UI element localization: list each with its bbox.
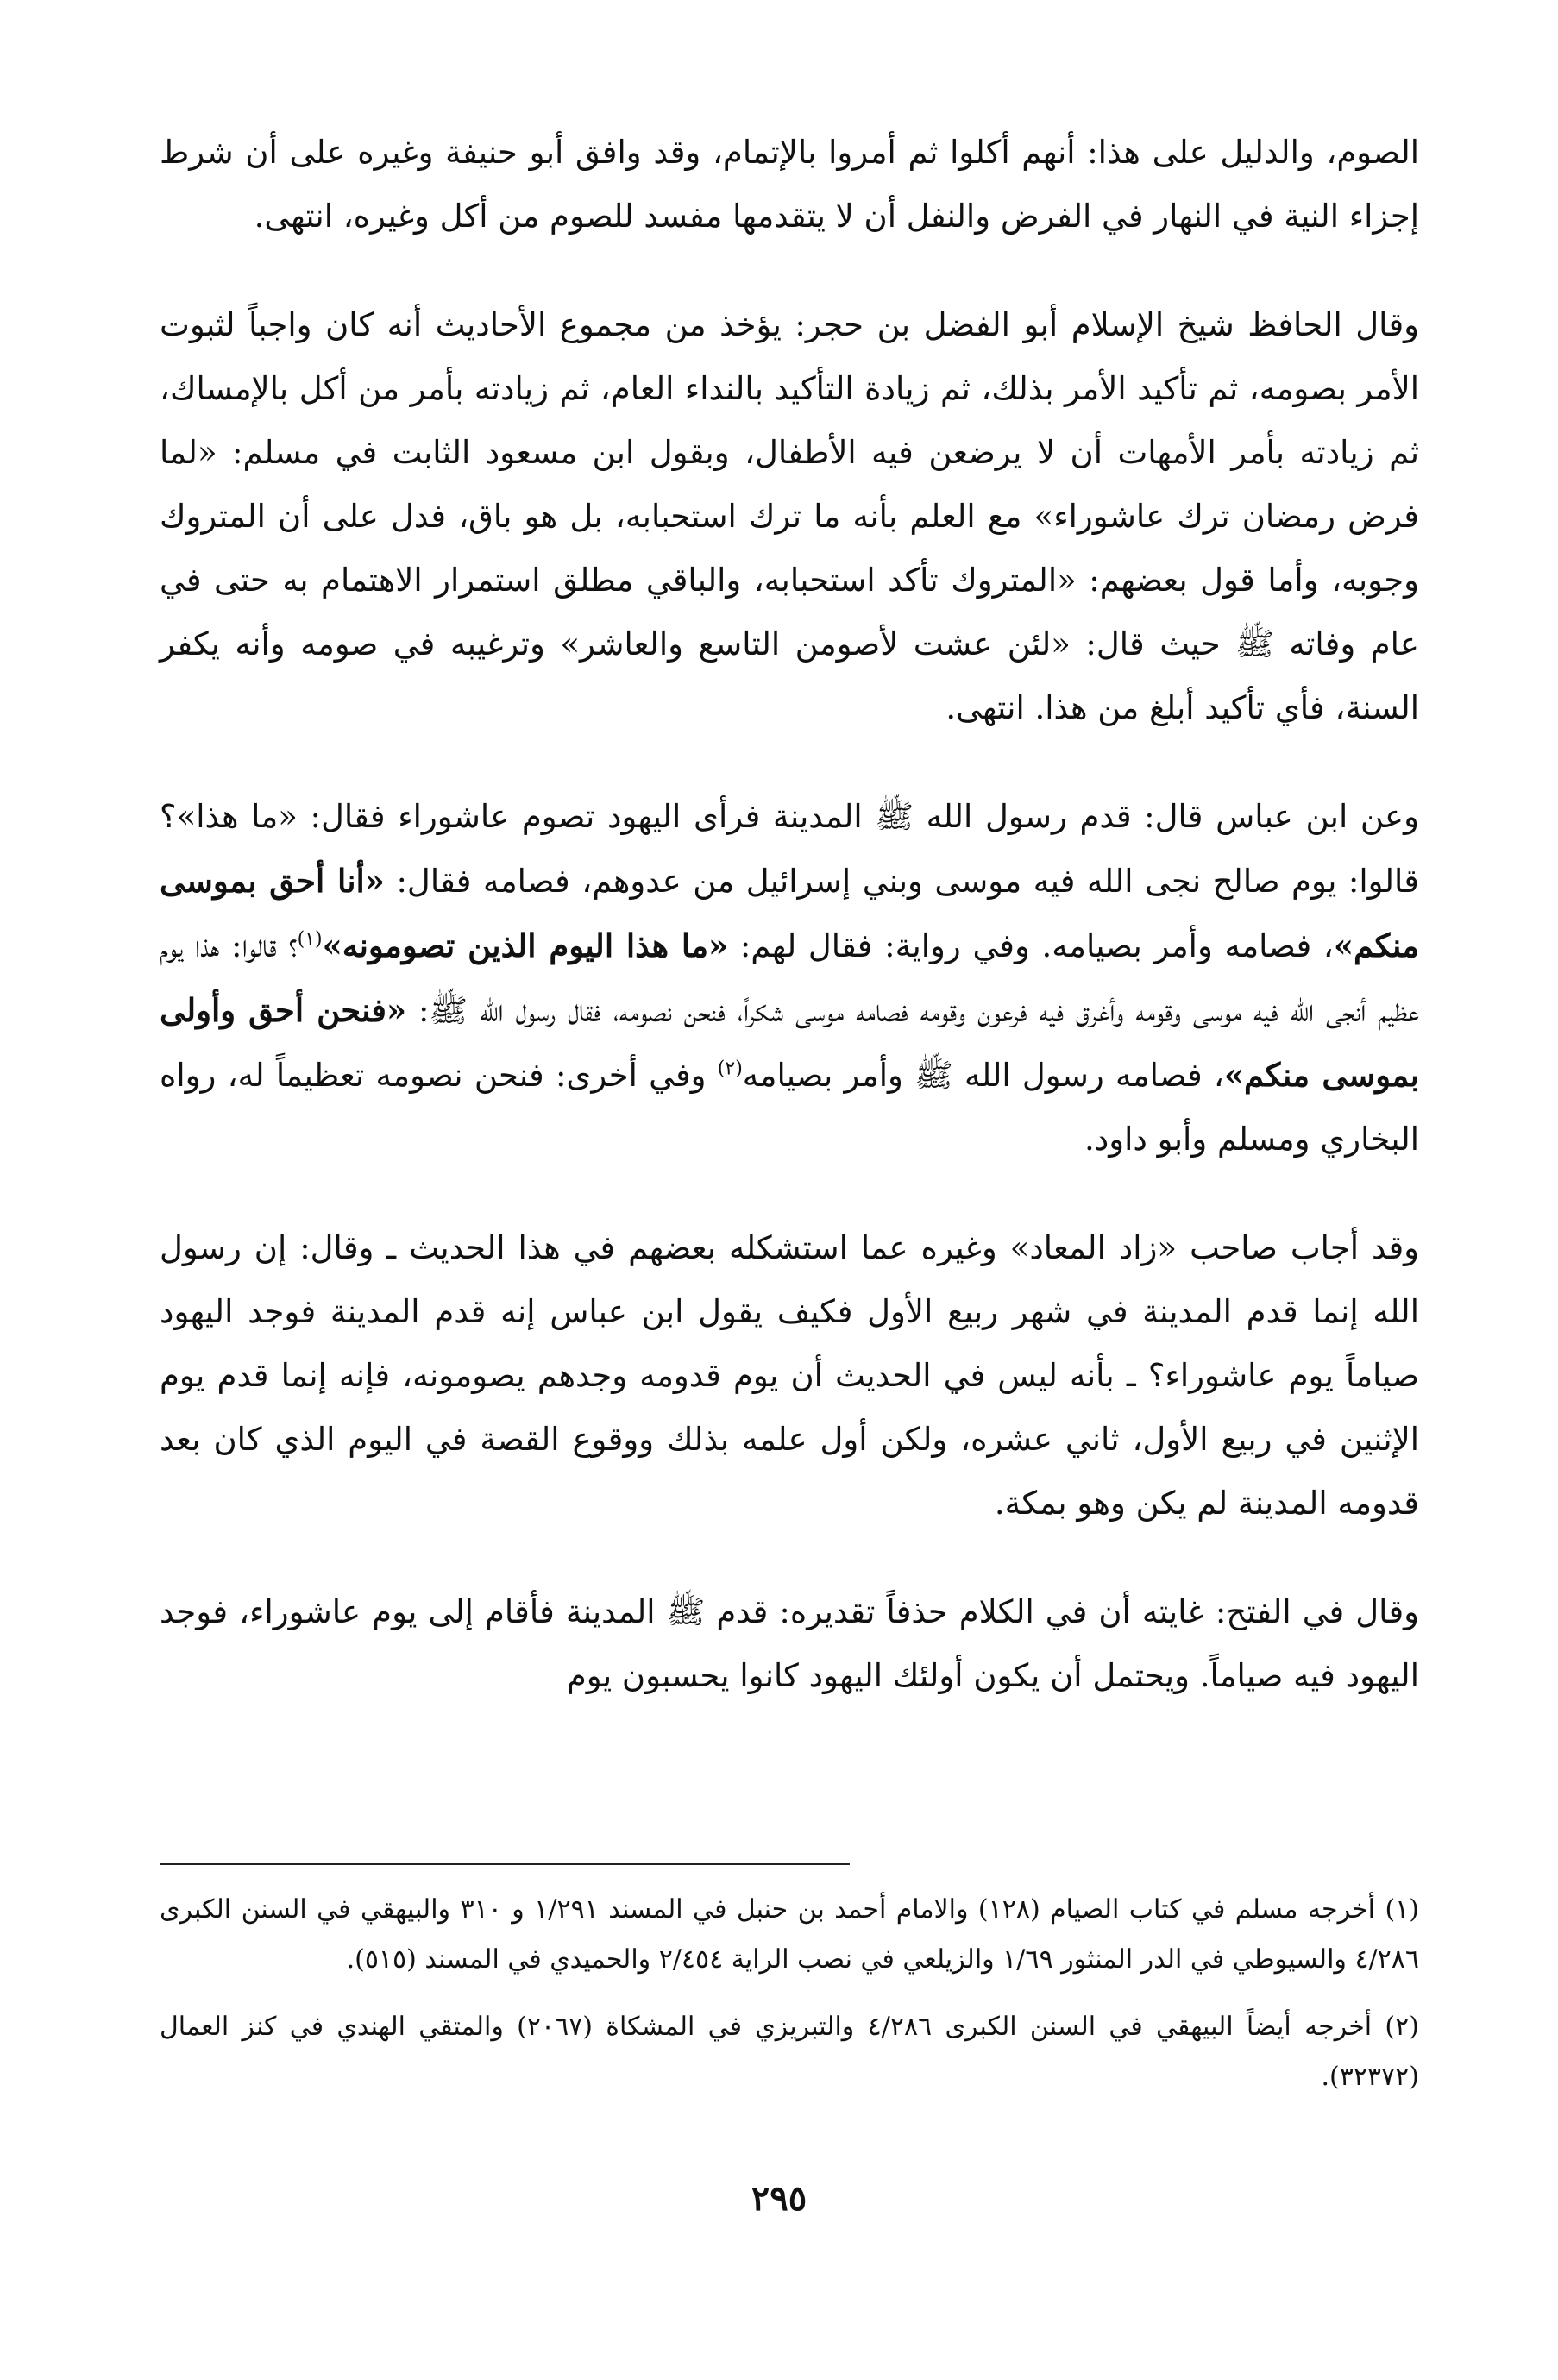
paragraph-2 [160,293,1419,740]
text-segment: ، فصامه رسول الله ﷺ وأمر بصيامه [742,1057,1224,1094]
paragraph-5 [160,1580,1419,1708]
hadith-quote: «فنحن أحق وأولى بموسى منكم» [160,991,1419,1094]
paragraph-3 [160,785,1419,1171]
text-segment: وقد أجاب صاحب «زاد المعاد» وغيره عما استشكله بعضهم في هذا الحديث ـ وقال: إن رسول الله إنما قدم المدينة في شهر ربيع الأول فكيف يقول ابن عباس إنه قدم المدينة فوجد اليهود صياماً يوم عاشوراء؟ ـ بأنه ليس في الحديث أن يوم قدومه وجدهم يصومونه، فإنه إنما قدم يوم الإثنين في ربيع الأول، ثاني عشره، ولكن أول علمه بذلك ووقوع القصة في اليوم الذي كان بعد قدومه المدينة لم يكن وهو بمكة. [160,1229,1419,1522]
hadith-quote: «أنا أحق بموسى منكم» [160,862,1419,964]
footnote-ref-2: (٢) [717,1058,743,1080]
footnote-ref-1: (١) [297,928,323,951]
footnote-2: (٢) أخرجه أيضاً البيهقي في السنن الكبرى ٤/٢٨٦ والتبريزي في المشكاة (٢٠٦٧) والمتقي الهندي في كنز العمال (٣٢٣٧٢). [160,2012,1419,2092]
footnote-1: (١) أخرجه مسلم في كتاب الصيام (١٢٨) والامام أحمد بن حنبل في المسند ١/٢٩١ و ٣١٠ والبيهقي في السنن الكبرى ٤/٢٨٦ والسيوطي في الدر المنثور ١/٦٩ والزيلعي في نصب الراية ٢/٤٥٤ والحميدي في المسند (٥١٥). [160,1894,1419,1975]
text-segment: الصوم، والدليل على هذا: أنهم أكلوا ثم أمروا بالإتمام، وقد وافق أبو حنيفة وغيره على أن شرط إجزاء النية في النهار في الفرض والنفل أن لا يتقدمها مفسد للصوم من أكل وغيره، انتهى. [160,134,1419,235]
footnote-divider [160,1863,850,1865]
text-segment: وقال الحافظ شيخ الإسلام أبو الفضل بن حجر: يؤخذ من مجموع الأحاديث أنه كان واجباً لثبوت الأمر بصومه، ثم تأكيد الأمر بذلك، ثم زيادة التأكيد بالنداء العام، ثم زيادته بأمر من أكل بالإمساك، ثم زيادته بأمر الأمهات أن لا يرضعن فيه الأطفال، وبقول ابن مسعود الثابت في مسلم: «لما فرض رمضان ترك عاشوراء» مع العلم بأنه ما ترك استحبابه، بل هو باق، فدل على أن المتروك وجوبه، وأما قول بعضهم: «المتروك تأكد استحبابه، والباقي مطلق استمرار الاهتمام به حتى في عام وفاته ﷺ حيث قال: «لئن عشت لأصومن التاسع والعاشر» وترغيبه في صومه وأنه يكفر السنة، فأي تأكيد أبلغ من هذا. انتهى. [160,306,1419,726]
main-text [160,121,1419,1753]
text-segment: وعن ابن عباس قال: قدم رسول الله ﷺ المدينة فرأى اليهود تصوم عاشوراء فقال: «ما هذا»؟ قالوا: يوم صالح نجى الله فيه موسى وبني إسرائيل من عدوهم، فصامه فقال: [160,798,1419,900]
footnotes [160,1885,1419,2119]
text-segment: وفي أخرى: فنحن نصومه تعظيماً له، رواه البخاري ومسلم وأبو داود. [160,1057,1419,1158]
text-segment: ؟ قالوا: هذا يوم عظيم أنجى الله فيه موسى وقومه وأغرق فيه فرعون وقومه فصامه موسى شكراً، فنحن نصومه، فقال رسول الله ﷺ: [160,927,1419,1029]
paragraph-1 [160,121,1419,248]
page-number: ٢٩٥ [751,2178,807,2219]
text-segment: وقال في الفتح: غايته أن في الكلام حذفاً تقديره: قدم ﷺ المدينة فأقام إلى يوم عاشوراء، فوجد اليهود فيه صياماً. ويحتمل أن يكون أولئك اليهود كانوا يحسبون يوم [160,1593,1419,1694]
hadith-quote: «ما هذا اليوم الذين تصومونه» [322,926,729,964]
paragraph-4 [160,1216,1419,1535]
text-segment: ، فصامه وأمر بصيامه. وفي رواية: فقال لهم: [728,927,1334,964]
